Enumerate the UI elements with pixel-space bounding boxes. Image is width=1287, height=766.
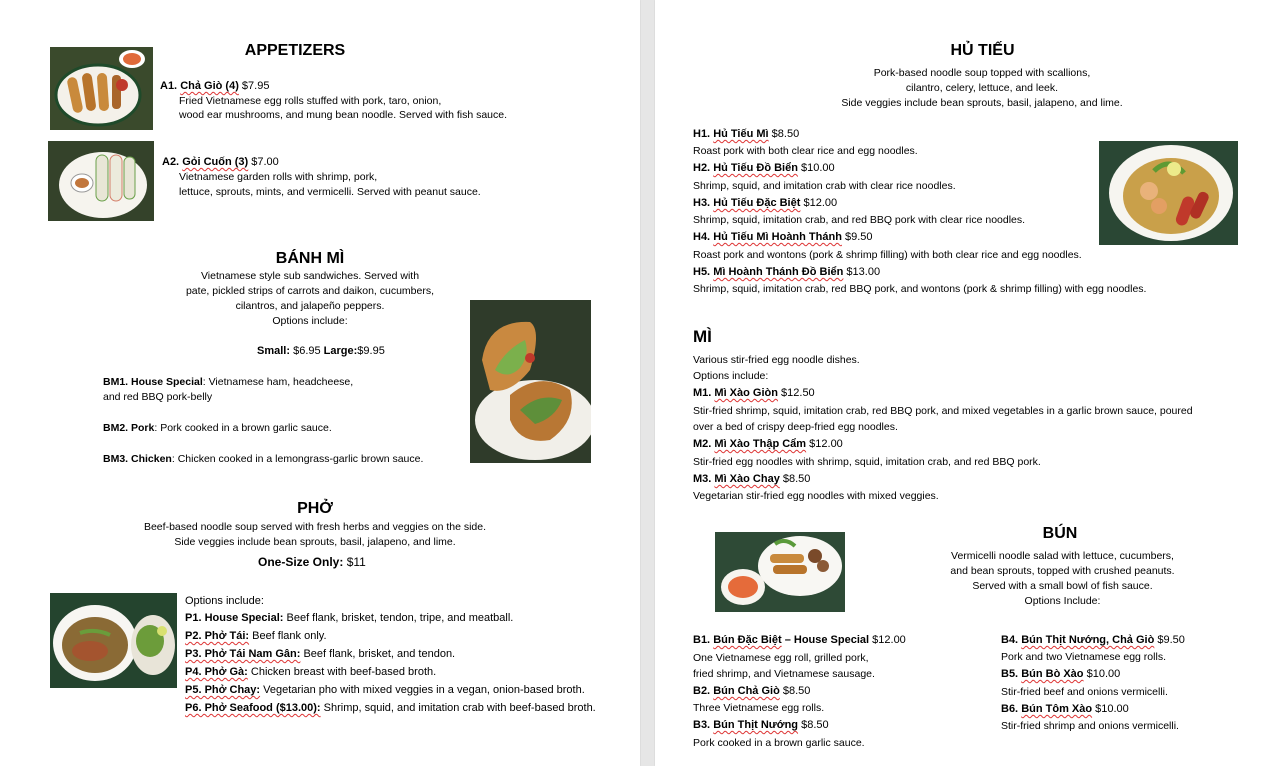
item-name: Bún Chả Giò bbox=[713, 685, 780, 697]
pho-options-label: Options include: bbox=[185, 595, 264, 607]
item-price: $10.00 bbox=[1095, 703, 1129, 715]
pho-title: PHỞ bbox=[297, 500, 333, 517]
menu-item-m2 bbox=[693, 437, 843, 452]
menu-item-m1 bbox=[693, 386, 815, 401]
item-price: $12.00 bbox=[803, 197, 838, 209]
item-desc: over a bed of crispy deep-fried egg noodles. bbox=[693, 421, 898, 433]
item-suffix: – House Special bbox=[781, 634, 870, 646]
item-desc: Vietnamese garden rolls with shrimp, pork, bbox=[179, 171, 378, 183]
appetizers-title: APPETIZERS bbox=[244, 42, 346, 59]
hu-tieu-photo bbox=[1099, 141, 1238, 245]
menu-item-h4 bbox=[693, 230, 873, 245]
menu-item-p3 bbox=[185, 647, 455, 662]
item-price: $8.50 bbox=[771, 128, 800, 140]
item-name: Hủ Tiếu Mì Hoành Thánh bbox=[713, 231, 842, 243]
item-desc: Chicken breast with beef-based broth. bbox=[247, 666, 437, 678]
item-code: BM1. House Special bbox=[103, 376, 203, 388]
desc-line: Side veggies include bean sprouts, basil, jalapeno, and lime. bbox=[841, 97, 1123, 109]
item-price: $12.00 bbox=[809, 438, 843, 450]
menu-item-b6 bbox=[1001, 702, 1129, 717]
item-desc: lettuce, sprouts, mints, and vermicelli. Served with peanut sauce. bbox=[179, 186, 481, 198]
item-code: BM2. Pork bbox=[103, 422, 155, 434]
item-name: Mì Xào Giòn bbox=[714, 387, 778, 399]
bun-photo bbox=[715, 532, 845, 612]
item-price: $10.00 bbox=[1086, 668, 1121, 680]
menu-item-p4 bbox=[185, 665, 436, 680]
menu-item-p5 bbox=[185, 683, 585, 698]
menu-item-bm1 bbox=[103, 375, 353, 389]
banh-mi-photo bbox=[470, 300, 591, 463]
item-desc: Stir-fried beef and onions vermicelli. bbox=[1001, 686, 1168, 698]
menu-item-a1 bbox=[160, 79, 269, 94]
menu-page-left bbox=[0, 0, 640, 766]
size-price: $11 bbox=[346, 555, 366, 569]
menu-item-b4 bbox=[1001, 633, 1185, 648]
item-name: Hủ Tiếu Đặc Biệt bbox=[713, 197, 801, 209]
item-name: Bún Bò Xào bbox=[1021, 668, 1084, 680]
menu-item-h1 bbox=[693, 127, 799, 142]
item-code: B6. bbox=[1001, 703, 1019, 715]
item-desc: Fried Vietnamese egg rolls stuffed with pork, taro, onion, bbox=[179, 95, 442, 107]
item-name: Mì Hoành Thánh Đồ Biển bbox=[713, 266, 844, 278]
item-code: P6. Phở Seafood ($13.00): bbox=[185, 702, 321, 714]
menu-item-h3 bbox=[693, 196, 837, 211]
menu-item-p2 bbox=[185, 629, 327, 644]
menu-item-h5 bbox=[693, 265, 880, 280]
item-code: P4. Phở Gà: bbox=[185, 666, 248, 678]
item-name: Bún Tôm Xào bbox=[1021, 703, 1093, 715]
bun-title: BÚN bbox=[1042, 525, 1078, 542]
mi-title: MÌ bbox=[693, 327, 712, 346]
item-code: B1. bbox=[693, 634, 711, 646]
item-price: $7.00 bbox=[251, 156, 279, 168]
item-desc: Beef flank only. bbox=[249, 630, 327, 642]
item-price: $8.50 bbox=[782, 473, 811, 485]
item-desc: Roast pork with both clear rice and egg noodles. bbox=[693, 145, 918, 157]
item-desc: Vegetarian pho with mixed veggies in a vegan, onion-based broth. bbox=[260, 684, 585, 696]
desc-line: Vietnamese style sub sandwiches. Served with bbox=[200, 270, 420, 282]
banhmi-description bbox=[150, 269, 470, 329]
item-code: P3. Phở Tái Nam Gân: bbox=[185, 648, 301, 660]
menu-item-a2 bbox=[162, 155, 279, 170]
menu-item-bm2 bbox=[103, 421, 332, 435]
item-code: H1. bbox=[693, 128, 711, 140]
item-code: P2. Phở Tái: bbox=[185, 630, 250, 642]
item-desc: Pork cooked in a brown garlic sauce. bbox=[693, 737, 865, 749]
egg-rolls-photo bbox=[50, 47, 153, 130]
banhmi-sizes bbox=[257, 344, 385, 359]
item-price: $8.50 bbox=[782, 685, 811, 697]
item-name: Chả Giò (4) bbox=[180, 80, 239, 92]
item-desc: Shrimp, squid, imitation crab, red BBQ pork, and wontons (pork & shrimp filling) with egg noodles. bbox=[693, 283, 1147, 295]
menu-item-p6 bbox=[185, 701, 596, 716]
menu-item-p1 bbox=[185, 611, 513, 626]
item-price: $8.50 bbox=[801, 719, 829, 731]
item-desc: : Pork cooked in a brown garlic sauce. bbox=[154, 422, 332, 434]
item-price: $9.50 bbox=[1157, 634, 1185, 646]
item-code: M3. bbox=[693, 473, 712, 485]
desc-line: Options Include: bbox=[1024, 595, 1101, 607]
item-desc: Shrimp, squid, and imitation crab with beef-based broth. bbox=[320, 702, 596, 714]
item-name: Mì Xào Chay bbox=[714, 473, 780, 485]
item-name: Hủ Tiếu Đồ Biển bbox=[713, 162, 798, 174]
menu-item-b3 bbox=[693, 718, 829, 733]
pho-size bbox=[258, 555, 366, 569]
item-code: P1. House Special: bbox=[185, 612, 284, 624]
spring-rolls-photo bbox=[48, 141, 154, 221]
desc-line: cilantro, celery, lettuce, and leek. bbox=[905, 82, 1059, 94]
desc-line: Beef-based noodle soup served with fresh herbs and veggies on the side. bbox=[143, 521, 487, 533]
mi-desc-line: Various stir-fried egg noodle dishes. bbox=[693, 354, 860, 366]
item-desc: Beef flank, brisket, and tendon. bbox=[300, 648, 456, 660]
item-desc: Shrimp, squid, imitation crab, and red BBQ pork with clear rice noodles. bbox=[693, 214, 1026, 226]
desc-line: Vermicelli noodle salad with lettuce, cucumbers, bbox=[951, 550, 1174, 562]
item-code: H3. bbox=[693, 197, 711, 209]
small-label: Small: bbox=[257, 345, 291, 357]
item-code: B3. bbox=[693, 719, 711, 731]
desc-line: Pork-based noodle soup topped with scallions, bbox=[873, 67, 1091, 79]
item-price: $7.95 bbox=[241, 80, 270, 92]
desc-line: pate, pickled strips of carrots and daikon, cucumbers, bbox=[185, 285, 435, 297]
menu-item-b5 bbox=[1001, 667, 1120, 682]
item-price: $10.00 bbox=[801, 162, 835, 174]
item-desc: Roast pork and wontons (pork & shrimp filling) with both clear rice and egg noodles. bbox=[693, 249, 1082, 261]
item-desc: wood ear mushrooms, and mung bean noodle. Served with fish sauce. bbox=[179, 109, 508, 121]
menu-item-bm3 bbox=[103, 452, 423, 466]
item-name: Bún Thịt Nướng bbox=[713, 719, 799, 731]
hutieu-title: HỦ TIẾU bbox=[950, 42, 1015, 59]
banhmi-title: BÁNH MÌ bbox=[275, 250, 345, 267]
mi-desc-line: Options include: bbox=[693, 370, 769, 382]
item-code: H4. bbox=[693, 231, 711, 243]
item-desc: Shrimp, squid, and imitation crab with clear rice noodles. bbox=[693, 180, 956, 192]
desc-line: and bean sprouts, topped with crushed peanuts. bbox=[950, 565, 1175, 577]
item-desc: Pork and two Vietnamese egg rolls. bbox=[1001, 651, 1166, 663]
small-price: $6.95 bbox=[293, 345, 321, 357]
menu-item-b1 bbox=[693, 633, 906, 648]
item-code: B4. bbox=[1001, 634, 1019, 646]
item-desc: One Vietnamese egg roll, grilled pork, bbox=[693, 652, 869, 664]
hutieu-description bbox=[815, 66, 1149, 111]
menu-item-m3 bbox=[693, 472, 810, 487]
item-desc: Stir-fried shrimp and onions vermicelli. bbox=[1001, 720, 1179, 732]
item-code: H2. bbox=[693, 162, 711, 174]
item-desc: : Chicken cooked in a lemongrass-garlic brown sauce. bbox=[171, 453, 424, 465]
item-name: Hủ Tiếu Mì bbox=[713, 128, 769, 140]
large-price: $9.95 bbox=[357, 345, 385, 357]
pho-photo bbox=[50, 593, 177, 688]
item-desc: Stir-fried egg noodles with shrimp, squid, imitation crab, and red BBQ pork. bbox=[693, 456, 1041, 468]
item-code: P5. Phở Chay: bbox=[185, 684, 261, 696]
desc-line: cilantros, and jalapeño peppers. bbox=[235, 300, 385, 312]
item-code: A2. bbox=[162, 156, 180, 168]
item-price: $12.00 bbox=[872, 634, 906, 646]
menu-page-right bbox=[655, 0, 1287, 766]
item-code: M2. bbox=[693, 438, 712, 450]
item-desc: Stir-fried shrimp, squid, imitation crab, red BBQ pork, and mixed vegetables in a garlic brown sauce, poured bbox=[693, 405, 1193, 417]
item-name: Bún Đặc Biệt bbox=[713, 634, 782, 646]
item-code: M1. bbox=[693, 387, 712, 399]
item-desc: fried shrimp, and Vietnamese sausage. bbox=[693, 668, 875, 680]
size-label: One-Size Only: bbox=[258, 555, 344, 569]
item-code: BM3. Chicken bbox=[103, 453, 172, 465]
desc-line: Options include: bbox=[272, 315, 348, 327]
item-code: A1. bbox=[160, 80, 178, 92]
pho-description bbox=[100, 520, 530, 550]
item-name: Gỏi Cuốn (3) bbox=[182, 156, 249, 168]
item-desc: : Vietnamese ham, headcheese, bbox=[202, 376, 354, 388]
bun-description bbox=[925, 549, 1200, 609]
item-name: Bún Thịt Nướng, Chả Giò bbox=[1021, 634, 1155, 646]
item-price: $13.00 bbox=[846, 266, 881, 278]
desc-line: Side veggies include bean sprouts, basil, jalapeno, and lime. bbox=[174, 536, 456, 548]
item-code: B2. bbox=[693, 685, 711, 697]
menu-item-b2 bbox=[693, 684, 810, 699]
item-code: H5. bbox=[693, 266, 711, 278]
large-label: Large: bbox=[323, 345, 358, 357]
item-desc: Beef flank, brisket, tendon, tripe, and meatball. bbox=[283, 612, 514, 624]
item-name: Mì Xào Thập Cẩm bbox=[714, 438, 807, 450]
item-price: $12.50 bbox=[781, 387, 815, 399]
item-desc: Three Vietnamese egg rolls. bbox=[693, 702, 825, 714]
menu-item-h2 bbox=[693, 161, 835, 176]
desc-line: Served with a small bowl of fish sauce. bbox=[972, 580, 1153, 592]
item-desc: Vegetarian stir-fried egg noodles with mixed veggies. bbox=[693, 490, 939, 502]
item-price: $9.50 bbox=[844, 231, 873, 243]
item-code: B5. bbox=[1001, 668, 1019, 680]
item-desc: and red BBQ pork-belly bbox=[103, 391, 213, 403]
